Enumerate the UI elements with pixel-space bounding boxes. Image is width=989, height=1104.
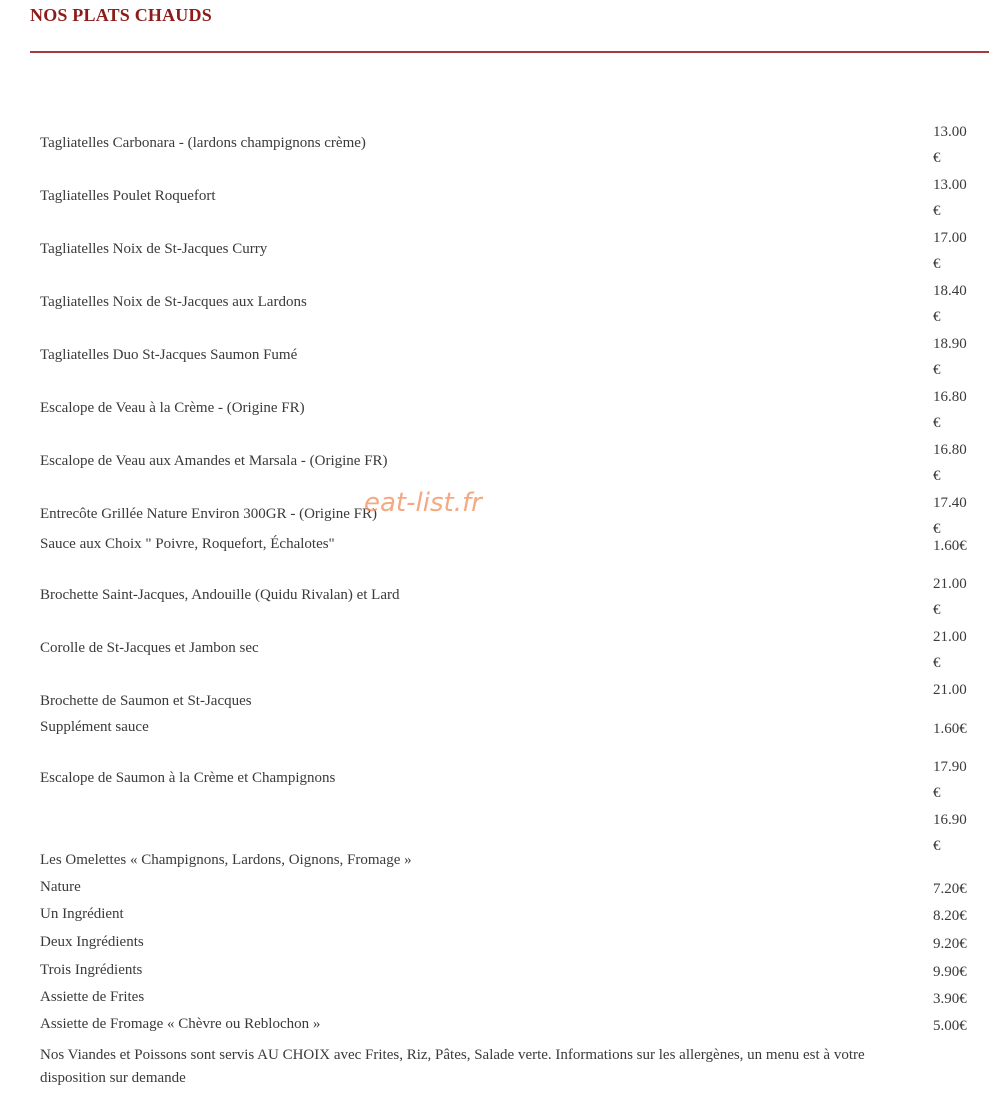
menu-item-price bbox=[933, 677, 967, 703]
price-currency: € bbox=[933, 309, 941, 325]
menu-item-price bbox=[933, 1013, 967, 1039]
menu-item-name: Tagliatelles Duo St-Jacques Saumon Fumé bbox=[40, 347, 298, 363]
price-amount: 5.00€ bbox=[933, 1018, 967, 1034]
menu-item-price bbox=[933, 533, 967, 559]
menu-item-name: Sauce aux Choix " Poivre, Roquefort, Échalotes" bbox=[40, 536, 335, 552]
price-amount: 1.60€ bbox=[933, 538, 967, 554]
price-amount: 17.90 bbox=[933, 759, 967, 775]
price-amount: 16.80 bbox=[933, 442, 967, 458]
price-currency: € bbox=[933, 468, 941, 484]
menu-item-name: Entrecôte Grillée Nature Environ 300GR - (Origine FR) bbox=[40, 506, 377, 522]
menu-item-name: Un Ingrédient bbox=[40, 906, 124, 922]
menu-item-price bbox=[933, 876, 967, 902]
menu-item-price bbox=[933, 959, 967, 985]
price-amount: 17.40 bbox=[933, 495, 967, 511]
price-amount: 3.90€ bbox=[933, 991, 967, 1007]
price-amount: 9.20€ bbox=[933, 936, 967, 952]
menu-item-name: Escalope de Saumon à la Crème et Champignons bbox=[40, 770, 336, 786]
menu-item-price bbox=[933, 986, 967, 1012]
price-amount: 18.40 bbox=[933, 283, 967, 299]
menu-item-price bbox=[933, 437, 967, 489]
menu-item-name: Brochette Saint-Jacques, Andouille (Quidu Rivalan) et Lard bbox=[40, 587, 400, 603]
menu-item-name: Deux Ingrédients bbox=[40, 934, 144, 950]
menu-item-price bbox=[933, 119, 967, 171]
price-amount: 16.90 bbox=[933, 812, 967, 828]
price-currency: € bbox=[933, 362, 941, 378]
menu-item-name: Tagliatelles Noix de St-Jacques Curry bbox=[40, 241, 268, 257]
menu-item-price bbox=[933, 172, 967, 224]
price-currency: € bbox=[933, 838, 941, 854]
price-currency: € bbox=[933, 203, 941, 219]
menu-item-price bbox=[933, 571, 967, 623]
price-currency: € bbox=[933, 256, 941, 272]
price-amount: 16.80 bbox=[933, 389, 967, 405]
price-amount: 1.60€ bbox=[933, 721, 967, 737]
price-currency: € bbox=[933, 415, 941, 431]
menu-item-name: Escalope de Veau à la Crème - (Origine FR) bbox=[40, 400, 305, 416]
menu-item-price bbox=[933, 716, 967, 742]
price-amount: 21.00 bbox=[933, 576, 967, 592]
price-amount: 9.90€ bbox=[933, 964, 967, 980]
menu-item-name: Corolle de St-Jacques et Jambon sec bbox=[40, 640, 259, 656]
menu-item-price bbox=[933, 903, 967, 929]
menu-item-price bbox=[933, 931, 967, 957]
menu-item-name: Trois Ingrédients bbox=[40, 962, 143, 978]
price-currency: € bbox=[933, 655, 941, 671]
title-divider bbox=[30, 51, 989, 53]
price-currency: € bbox=[933, 521, 941, 537]
price-amount: 17.00 bbox=[933, 230, 967, 246]
price-amount: 21.00 bbox=[933, 629, 967, 645]
footer-note: Nos Viandes et Poissons sont servis AU CHOIX avec Frites, Riz, Pâtes, Salade verte. Informations sur les allergènes, un menu est à votre disposition sur demande bbox=[40, 1047, 865, 1086]
price-currency: € bbox=[933, 785, 941, 801]
menu-item-price bbox=[933, 807, 967, 859]
price-amount: 13.00 bbox=[933, 177, 967, 193]
page-title: NOS PLATS CHAUDS bbox=[30, 5, 212, 25]
menu-item-price bbox=[933, 225, 967, 277]
watermark: eat-list.fr bbox=[364, 488, 482, 518]
price-amount: 18.90 bbox=[933, 336, 967, 352]
menu-item-name: Escalope de Veau aux Amandes et Marsala - (Origine FR) bbox=[40, 453, 388, 469]
price-amount: 8.20€ bbox=[933, 908, 967, 924]
menu-item-name: Assiette de Fromage « Chèvre ou Reblochon » bbox=[40, 1016, 321, 1032]
menu-item-name: Nature bbox=[40, 879, 81, 895]
menu-item-name: Assiette de Frites bbox=[40, 989, 145, 1005]
menu-item-price bbox=[933, 754, 967, 806]
menu-item-name: Tagliatelles Noix de St-Jacques aux Lardons bbox=[40, 294, 307, 310]
menu-item-name: Les Omelettes « Champignons, Lardons, Oignons, Fromage » bbox=[40, 852, 412, 868]
menu-item-price bbox=[933, 384, 967, 436]
menu-item-name: Tagliatelles Poulet Roquefort bbox=[40, 188, 216, 204]
price-amount: 13.00 bbox=[933, 124, 967, 140]
price-currency: € bbox=[933, 150, 941, 166]
menu-item-price bbox=[933, 331, 967, 383]
price-currency: € bbox=[933, 602, 941, 618]
menu-item-price bbox=[933, 624, 967, 676]
menu-item-name: Brochette de Saumon et St-Jacques bbox=[40, 693, 252, 709]
menu-item-name: Supplément sauce bbox=[40, 719, 149, 735]
price-amount: 21.00 bbox=[933, 682, 967, 698]
menu-item-price bbox=[933, 278, 967, 330]
price-amount: 7.20€ bbox=[933, 881, 967, 897]
menu-item-name: Tagliatelles Carbonara - (lardons champignons crème) bbox=[40, 135, 366, 151]
